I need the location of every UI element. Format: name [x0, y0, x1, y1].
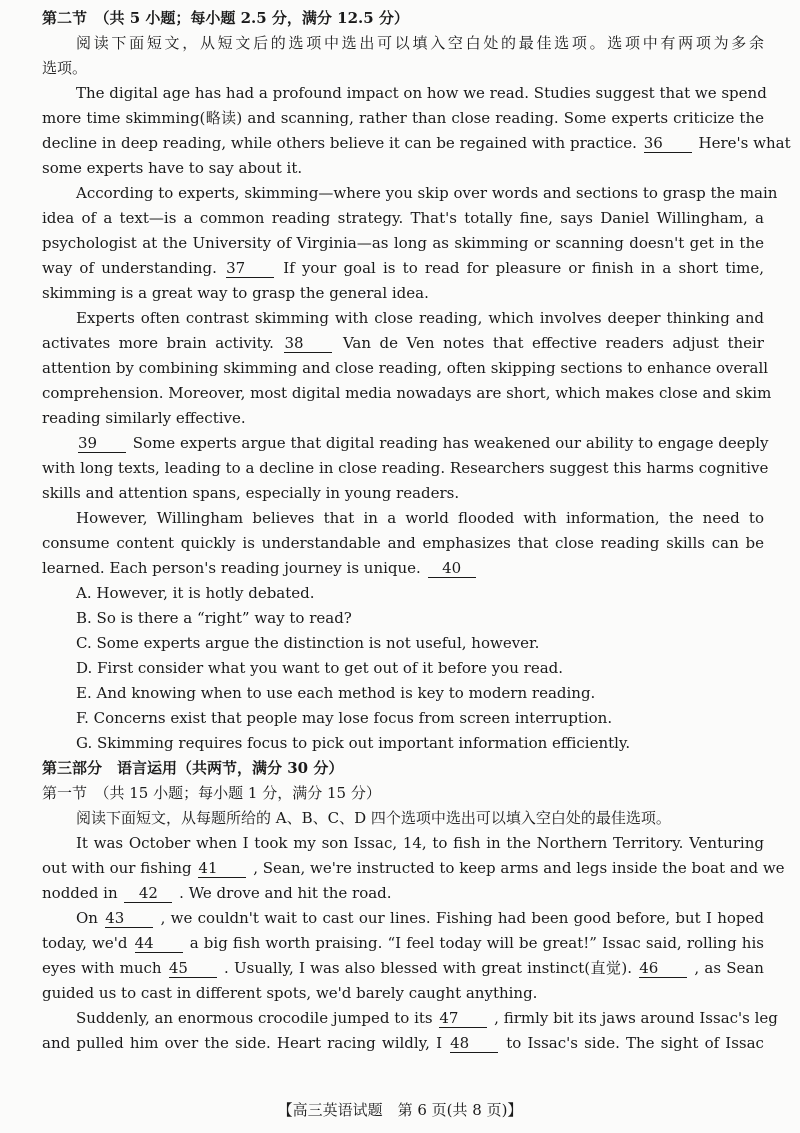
- line-text: According to experts, skimming—where you skip over words and sections to grasp the main: [76, 184, 778, 202]
- text-line: [42, 956, 764, 981]
- text-line: [42, 381, 772, 406]
- line-text: The digital age has had a profound impact on how we read. Studies suggest that we spend: [76, 84, 767, 102]
- line-text-before-blank: way of understanding.: [42, 259, 217, 277]
- text-line: [42, 431, 769, 456]
- text-line: [42, 156, 764, 181]
- text-line: [42, 206, 764, 231]
- text-line: [42, 1006, 778, 1031]
- line-text: 第二节 （共 5 小题；每小题 2.5 分，满分 12.5 分）: [42, 9, 409, 27]
- line-text: Experts often contrast skimming with close reading, which involves deeper thinking and: [76, 309, 764, 327]
- text-line: [42, 1031, 764, 1056]
- text-line: [42, 656, 764, 681]
- text-line: [42, 131, 791, 156]
- answer-blank: 43: [105, 909, 153, 928]
- text-line: [42, 831, 764, 856]
- text-line: [42, 231, 764, 256]
- answer-blank: 36: [644, 134, 692, 153]
- page-footer: 【高三英语试题 第 6 页(共 8 页)】: [277, 1101, 523, 1119]
- line-text-after-blank: Some experts argue that digital reading has weakened our ability to engage deeply: [132, 434, 769, 452]
- answer-blank: 37: [226, 259, 274, 278]
- line-text: 选项。: [42, 59, 88, 77]
- text-line: [42, 356, 769, 381]
- line-text: F. Concerns exist that people may lose focus from screen interruption.: [76, 709, 613, 727]
- line-text-before-blank: and pulled him over the side. Heart racing wildly, I: [42, 1034, 442, 1052]
- answer-blank: 41: [198, 859, 246, 878]
- text-line: [42, 306, 764, 331]
- text-line: [42, 631, 764, 656]
- text-line: [42, 881, 764, 906]
- answer-blank: 40: [428, 559, 476, 578]
- line-text: A. However, it is hotly debated.: [76, 584, 315, 602]
- line-text-after-blank: , Sean, we're instructed to keep arms and legs inside the boat and we: [253, 859, 785, 877]
- line-text: psychologist at the University of Virginia—as long as skimming or scanning doesn't get in the: [42, 234, 764, 252]
- text-line: [42, 181, 778, 206]
- line-text-before-blank: learned. Each person's reading journey is unique.: [42, 559, 421, 577]
- line-text-after-blank: , firmly bit its jaws around Issac's leg: [494, 1009, 778, 1027]
- line-text: guided us to cast in different spots, we'd barely caught anything.: [42, 984, 538, 1002]
- line-text-after-blank: to Issac's side. The sight of Issac: [506, 1034, 764, 1052]
- line-text: G. Skimming requires focus to pick out important information efficiently.: [76, 734, 631, 752]
- answer-blank: 45: [169, 959, 217, 978]
- line-text-after-blank: Van de Ven notes that effective readers adjust their: [342, 334, 764, 352]
- line-text: 阅读下面短文，从短文后的选项中选出可以填入空白处的最佳选项。选项中有两项为多余: [76, 34, 764, 52]
- line-text: 阅读下面短文，从每题所给的 A、B、C、D 四个选项中选出可以填入空白处的最佳选项。: [76, 809, 671, 827]
- line-text-after-blank: . Usually, I was also blessed with great instinct(直觉).: [224, 959, 632, 977]
- line-text-after-blank: , as Sean: [694, 959, 764, 977]
- text-line: [42, 781, 764, 806]
- line-text: idea of a text—is a common reading strategy. That's totally fine, says Daniel Willingham, a: [42, 209, 764, 227]
- text-line: [42, 806, 764, 831]
- line-text-before-blank: Suddenly, an enormous crocodile jumped to its: [76, 1009, 433, 1027]
- text-line: [42, 906, 764, 931]
- line-text: E. And knowing when to use each method is key to modern reading.: [76, 684, 596, 702]
- answer-blank: 39: [78, 434, 126, 453]
- line-text: reading similarly effective.: [42, 409, 246, 427]
- line-text: B. So is there a “right” way to read?: [76, 609, 352, 627]
- line-text: 第三部分 语言运用（共两节，满分 30 分）: [42, 759, 344, 777]
- line-text: skimming is a great way to grasp the general idea.: [42, 284, 429, 302]
- line-text-after-blank: Here's what: [698, 134, 791, 152]
- line-text-before-blank: nodded in: [42, 884, 118, 902]
- text-line: [42, 406, 764, 431]
- line-text: However, Willingham believes that in a world flooded with information, the need to: [76, 509, 764, 527]
- line-text-before-blank: On: [76, 909, 98, 927]
- line-text: consume content quickly is understandable and emphasizes that close reading skills can be: [42, 534, 764, 552]
- text-line: [42, 31, 764, 56]
- line-text-before-blank: today, we'd: [42, 934, 128, 952]
- line-text: comprehension. Moreover, most digital media nowadays are short, which makes close and skim: [42, 384, 772, 402]
- text-line: [42, 456, 769, 481]
- line-text: 第一节 （共 15 小题；每小题 1 分，满分 15 分）: [42, 784, 381, 802]
- answer-blank: 46: [639, 959, 687, 978]
- answer-blank: 38: [284, 334, 332, 353]
- text-line: [42, 281, 764, 306]
- answer-blank: 42: [124, 884, 172, 903]
- answer-blank: 48: [450, 1034, 498, 1053]
- text-line: [42, 481, 764, 506]
- text-line: [42, 731, 764, 756]
- line-text-before-blank: activates more brain activity.: [42, 334, 274, 352]
- text-line: [42, 6, 764, 31]
- line-text: some experts have to say about it.: [42, 159, 303, 177]
- line-text-before-blank: eyes with much: [42, 959, 162, 977]
- text-line: [42, 256, 764, 281]
- text-line: [42, 581, 764, 606]
- text-line: [42, 756, 764, 781]
- text-line: [42, 981, 764, 1006]
- line-text: It was October when I took my son Issac, 14, to fish in the Northern Territory. Venturing: [76, 834, 764, 852]
- text-line: [42, 531, 764, 556]
- line-text: skills and attention spans, especially in young readers.: [42, 484, 460, 502]
- text-line: [42, 106, 764, 131]
- text-line: [42, 706, 764, 731]
- answer-blank: 44: [135, 934, 183, 953]
- line-text-after-blank: a big fish worth praising. “I feel today will be great!” Issac said, rolling his: [189, 934, 764, 952]
- line-text: more time skimming(略读) and scanning, rather than close reading. Some experts criticize the: [42, 109, 764, 127]
- page-content: [42, 6, 791, 1056]
- line-text-before-blank: decline in deep reading, while others believe it can be regained with practice.: [42, 134, 637, 152]
- answer-blank: 47: [439, 1009, 487, 1028]
- line-text: C. Some experts argue the distinction is not useful, however.: [76, 634, 540, 652]
- line-text-after-blank: , we couldn't wait to cast our lines. Fishing had been good before, but I hoped: [160, 909, 764, 927]
- text-line: [42, 331, 764, 356]
- line-text: D. First consider what you want to get out of it before you read.: [76, 659, 564, 677]
- text-line: [42, 931, 764, 956]
- text-line: [42, 606, 764, 631]
- line-text-after-blank: . We drove and hit the road.: [179, 884, 392, 902]
- text-line: [42, 556, 764, 581]
- text-line: [42, 681, 764, 706]
- text-line: [42, 856, 785, 881]
- line-text: attention by combining skimming and close reading, often skipping sections to enhance overall: [42, 359, 769, 377]
- line-text-after-blank: If your goal is to read for pleasure or finish in a short time,: [283, 259, 764, 277]
- line-text: with long texts, leading to a decline in close reading. Researchers suggest this harms cognitive: [42, 459, 769, 477]
- text-line: [42, 81, 767, 106]
- text-line: [42, 56, 764, 81]
- text-line: [42, 506, 764, 531]
- line-text-before-blank: out with our fishing: [42, 859, 192, 877]
